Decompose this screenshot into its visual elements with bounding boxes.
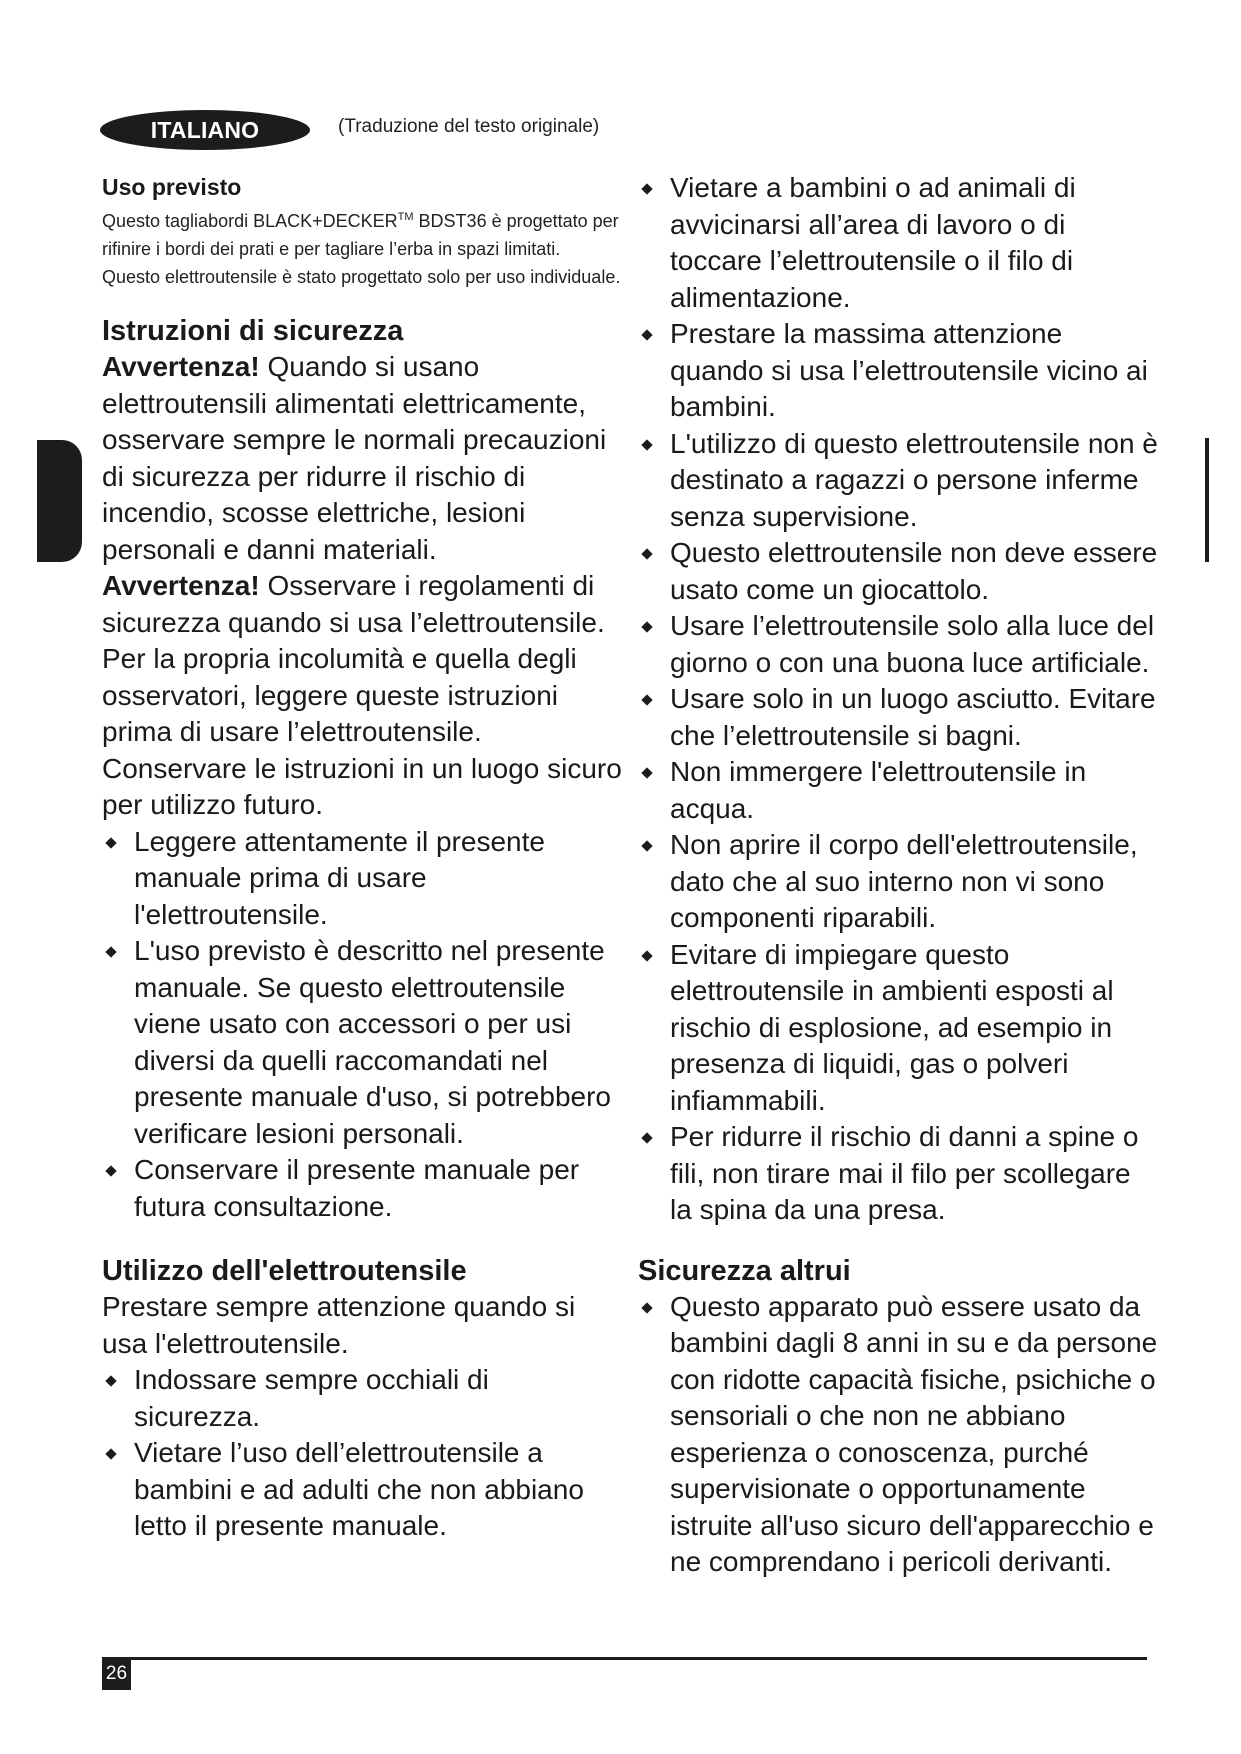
footer-rule [102,1657,1147,1660]
safety-warning-2: Avvertenza! Osservare i regolamenti di sicurezza quando si usa l’elettroutensile. Per la propria incolumità e quella degli osservatori, leggere queste istruzioni prima di usare l’elettroutensile. Conservare le istruzioni in un luogo sicuro per utilizzo futuro. [102,570,622,820]
list-item: L'uso previsto è descritto nel presente manuale. Se questo elettroutensile viene usato con accessori o per usi diversi da quelli raccomandati nel presente manuale d'uso, si potrebbero verificare lesioni personali. [102,933,622,1152]
safety-heading: Istruzioni di sicurezza [102,315,404,347]
diamond-bullet-icon [641,439,652,450]
others-safety-bullet-list [638,1289,1158,1581]
safety-bullet-list-continued [638,170,1158,1229]
list-item: Non aprire il corpo dell'elettroutensile, dato che al suo interno non vi sono componenti riparabili. [638,827,1158,937]
diamond-bullet-icon [641,548,652,559]
diamond-bullet-icon [105,1448,116,1459]
diamond-bullet-icon [105,837,116,848]
diamond-bullet-icon [641,621,652,632]
side-tab-marker [37,440,82,562]
warning-label: Avvertenza! [102,351,260,382]
list-item: Questo elettroutensile non deve essere usato come un giocattolo. [638,535,1158,608]
diamond-bullet-icon [641,840,652,851]
language-badge: ITALIANO [100,110,310,150]
list-item: Usare solo in un luogo asciutto. Evitare che l’elettroutensile si bagni. [638,681,1158,754]
list-item: L'utilizzo di questo elettroutensile non è destinato a ragazzi o persone inferme senza supervisione. [638,426,1158,536]
list-item: Leggere attentamente il presente manuale prima di usare l'elettroutensile. [102,824,622,934]
list-item: Evitare di impiegare questo elettroutensile in ambienti esposti al rischio di esplosione, ad esempio in presenza di liquidi, gas o polveri infiammabili. [638,937,1158,1120]
list-item: Conservare il presente manuale per futura consultazione. [102,1152,622,1225]
diamond-bullet-icon [641,950,652,961]
tool-use-heading: Utilizzo dell'elettroutensile [102,1255,467,1287]
intended-use-heading: Uso previsto [102,174,242,200]
list-item: Usare l’elettroutensile solo alla luce del giorno o con una buona luce artificiale. [638,608,1158,681]
tool-use-bullet-list [102,1362,622,1545]
list-item: Vietare l’uso dell’elettroutensile a bambini e ad adulti che non abbiano letto il presente manuale. [102,1435,622,1545]
diamond-bullet-icon [105,1375,116,1386]
safety-bullet-list [102,824,622,1226]
intended-use-text: Questo tagliabordi BLACK+DECKER™ BDST36 è progettato per rifinire i bordi dei prati e per tagliare l’erba in spazi limitati. Questo elettroutensile è stato progettato solo per uso individuale. [102,211,621,287]
diamond-bullet-icon [105,1165,116,1176]
page-number: 26 [102,1657,131,1690]
diamond-bullet-icon [641,1302,652,1313]
diamond-bullet-icon [641,183,652,194]
diamond-bullet-icon [641,694,652,705]
list-item: Vietare a bambini o ad animali di avvicinarsi all’area di lavoro o di toccare l’elettroutensile o il filo di alimentazione. [638,170,1158,316]
left-column [102,170,622,1545]
others-safety-heading: Sicurezza altrui [638,1254,851,1287]
right-column [638,170,1158,1581]
tool-use-text: Prestare sempre attenzione quando si usa l'elettroutensile. [102,1291,576,1359]
list-item: Prestare la massima attenzione quando si usa l’elettroutensile vicino ai bambini. [638,316,1158,426]
list-item: Indossare sempre occhiali di sicurezza. [102,1362,622,1435]
list-item: Non immergere l'elettroutensile in acqua. [638,754,1158,827]
diamond-bullet-icon [641,767,652,778]
translation-note: (Traduzione del testo originale) [338,116,600,137]
warning-label: Avvertenza! [102,570,260,601]
margin-mark [1205,438,1209,562]
diamond-bullet-icon [105,946,116,957]
diamond-bullet-icon [641,1132,652,1143]
diamond-bullet-icon [641,329,652,340]
trademark-symbol: TM [397,211,414,223]
list-item: Questo apparato può essere usato da bambini dagli 8 anni in su e da persone con ridotte capacità fisiche, psichiche o sensoriali o che non ne abbiano esperienza o conoscenza, purché supervisionate o opportunamente istruite all'uso sicuro dell'apparecchio e ne comprendano i pericoli derivanti. [638,1289,1158,1581]
safety-warning-1: Avvertenza! Quando si usano elettroutensili alimentati elettricamente, osservare sempre le normali precauzioni di sicurezza per ridurre il rischio di incendio, scosse elettriche, lesioni personali e danni materiali. [102,351,607,565]
list-item: Per ridurre il rischio di danni a spine o fili, non tirare mai il filo per scollegare la spina da una presa. [638,1119,1158,1229]
